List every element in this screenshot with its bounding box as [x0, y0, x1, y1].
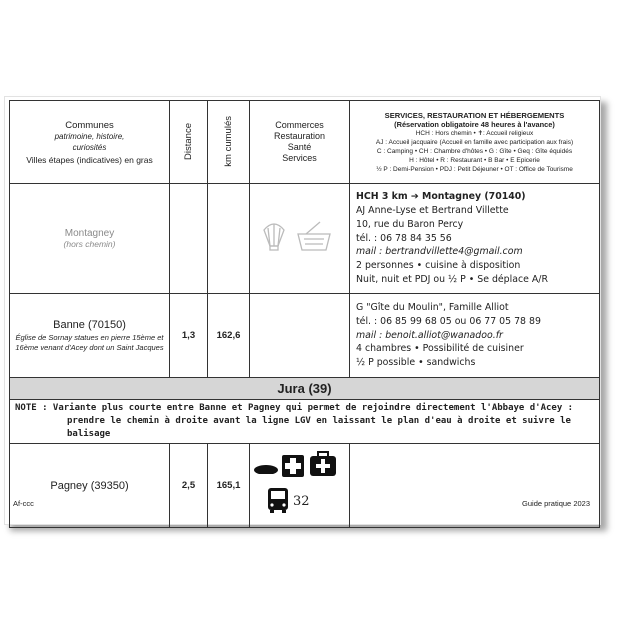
commune-pagney: Pagney (39350) [10, 444, 170, 528]
commerce-icons [250, 294, 350, 378]
distance-cell: 2,5 [170, 444, 208, 528]
commerce-icons [250, 184, 350, 294]
footer-right: Guide pratique 2023 [522, 499, 590, 508]
scallop-shell-icon [264, 224, 284, 250]
table-row [10, 294, 600, 378]
km-cell [208, 184, 250, 294]
header-km: km cumulés [208, 101, 250, 184]
table-row [10, 184, 600, 294]
header-commerces: Commerces Restauration Santé Services [250, 101, 350, 184]
section-title: Jura (39) [10, 378, 600, 400]
bus-icon [268, 488, 288, 513]
header-communes: Communes patrimoine, histoire, curiosités Villes étapes (indicatives) en gras [10, 101, 170, 184]
header-services: SERVICES, RESTAURATION ET HÉBERGEMENTS (Réservation obligatoire 48 heures à l'avance) HCH : Hors chemin • ✝: Accueil religieux AJ : Accueil jacquaire (Accueil en famille avec participation aux frais) C : Camping • CH : Chambre d'hôtes • G : Gîte • Geq : Gîte équidés H : Hôtel • R : Restaurant • B Bar • E Epicerie ½ P : Demi-Pension • PDJ : Petit Déjeuner • OT : Office de Tourisme [350, 101, 600, 184]
first-aid-kit-icon [310, 452, 336, 476]
table-header [10, 101, 600, 184]
stages-table [9, 100, 600, 528]
guide-page [4, 96, 601, 525]
distance-cell: 1,3 [170, 294, 208, 378]
variant-note: NOTE : Variante plus courte entre Banne et Pagney qui permet de rejoindre directement l'Abbaye d'Acey : prendre le chemin à droite avant la ligne LGV en laissant le plan d'eau à droite et suivre le balisage [10, 400, 600, 444]
bread-icon [254, 465, 278, 476]
pagney-info [350, 444, 600, 528]
page-number: 32 [293, 494, 310, 509]
header-distance: Distance [170, 101, 208, 184]
pharmacy-cross-icon [282, 455, 304, 477]
commune-banne: Banne (70150) Église de Sornay statues en pierre 15ème et 16ème venant d'Acey dont un Saint Jacques [10, 294, 170, 378]
km-cell: 165,1 [208, 444, 250, 528]
footer-left: Af-ccc [13, 499, 34, 508]
table-row [10, 444, 600, 528]
montagney-info: HCH 3 km ➔ Montagney (70140) AJ Anne-Lyse et Bertrand Villette 10, rue du Baron Percy tél. : 06 78 84 35 56 mail : bertrandvillette4@gmail.com 2 personnes • cuisine à disposition Nuit, nuit et PDJ ou ½ P • Se déplace A/R [350, 184, 600, 294]
section-row [10, 378, 600, 400]
commune-montagney: Montagney (hors chemin) [10, 184, 170, 294]
note-row [10, 400, 600, 444]
distance-cell [170, 184, 208, 294]
commerce-icons [250, 444, 350, 528]
banne-info: G "Gîte du Moulin", Famille Alliot tél. : 06 85 99 68 05 ou 06 77 05 78 89 mail : benoit.alliot@wanadoo.fr 4 chambres • Possibilité de cuisiner ½ P possible • sandwichs [350, 294, 600, 378]
basket-icon [298, 222, 330, 250]
km-cell: 162,6 [208, 294, 250, 378]
